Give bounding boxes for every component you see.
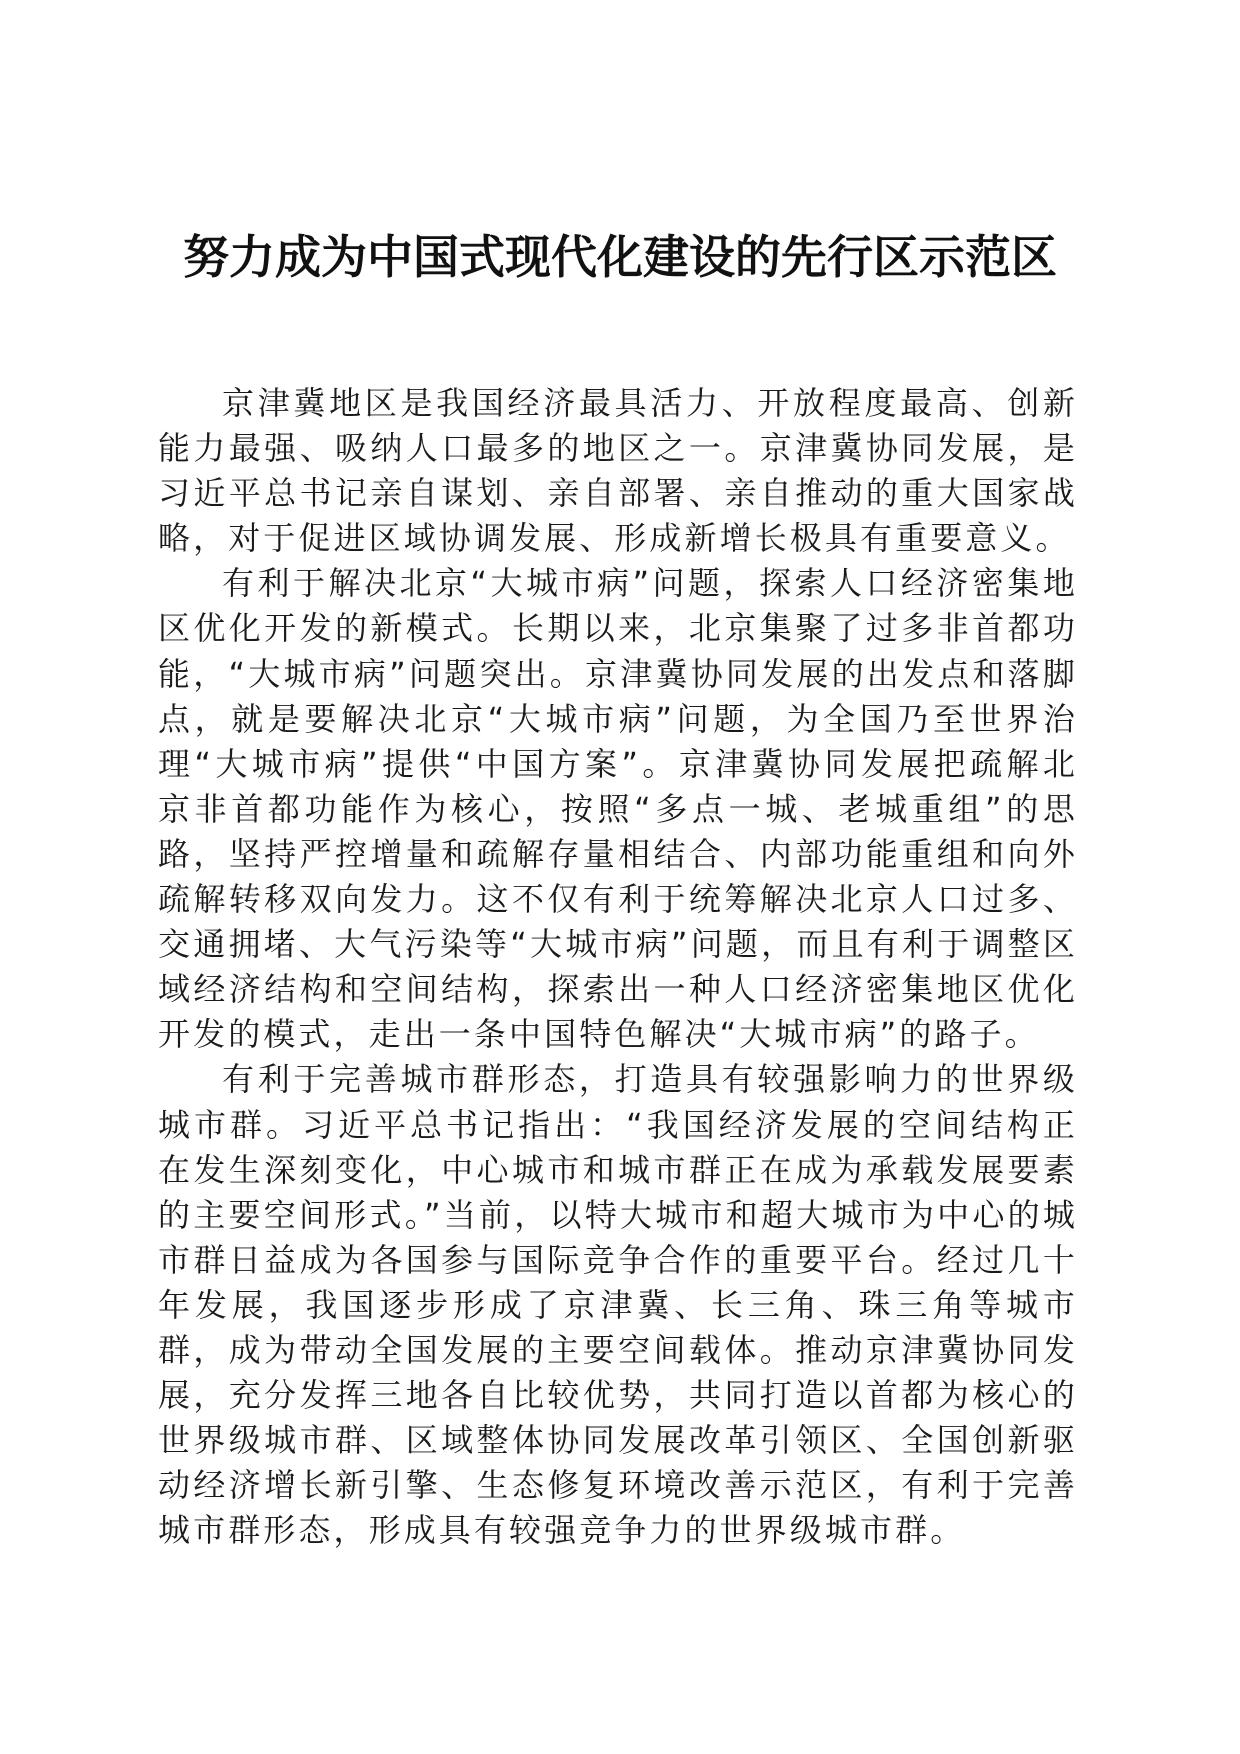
paragraph-intro: 京津冀地区是我国经济最具活力、开放程度最高、创新能力最强、吸纳人口最多的地区之一。京津冀协同发展，是习近平总书记亲自谋划、亲自部署、亲自推动的重大国家战略，对于促进区域协调发展、形成新增长极具有重要意义。 [158, 384, 1078, 558]
paragraph-big-city-disease: 有利于解决北京“大城市病”问题，探索人口经济密集地区优化开发的新模式。长期以来，北京集聚了过多非首都功能，“大城市病”问题突出。京津冀协同发展的出发点和落脚点，就是要解决北京“大城市病”问题，为全国乃至世界治理“大城市病”提供“中国方案”。京津冀协同发展把疏解北京非首都功能作为核心，按照“多点一城、老城重组”的思路，坚持严控增量和疏解存量相结合、内部功能重组和向外疏解转移双向发力。这不仅有利于统筹解决北京人口过多、交通拥堵、大气污染等“大城市病”问题，而且有利于调整区域经济结构和空间结构，探索出一种人口经济密集地区优化开发的模式，走出一条中国特色解决“大城市病”的路子。 [158, 564, 1078, 1054]
document-title: 努力成为中国式现代化建设的先行区示范区 [183, 230, 1057, 284]
paragraph-city-cluster: 有利于完善城市群形态，打造具有较强影响力的世界级城市群。习近平总书记指出：“我国经济发展的空间结构正在发生深刻变化，中心城市和城市群正在成为承载发展要素的主要空间形式。”当前，以特大城市和超大城市为中心的城市群日益成为各国参与国际竞争合作的重要平台。经过几十年发展，我国逐步形成了京津冀、长三角、珠三角等城市群，成为带动全国发展的主要空间载体。推动京津冀协同发展，充分发挥三地各自比较优势，共同打造以首都为核心的世界级城市群、区域整体协同发展改革引领区、全国创新驱动经济增长新引擎、生态修复环境改善示范区，有利于完善城市群形态，形成具有较强竞争力的世界级城市群。 [158, 1060, 1078, 1550]
document-body [158, 381, 1078, 1553]
